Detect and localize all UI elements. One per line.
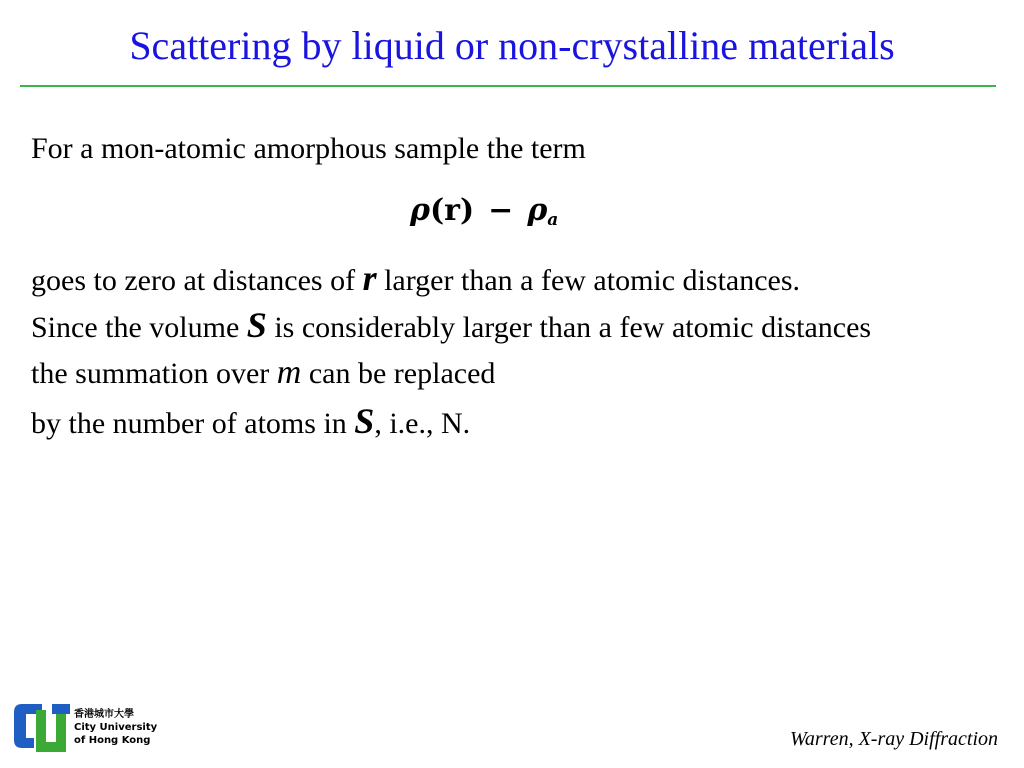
intro-text: For a mon-atomic amorphous sample the term <box>31 132 586 165</box>
logo-chinese: 香港城市大學 <box>74 709 134 720</box>
logo-line-2: of Hong Kong <box>74 735 151 746</box>
body-line-4 <box>31 401 471 441</box>
line1-after: larger than a few atomic distances. <box>376 264 801 297</box>
body-line-3 <box>31 356 495 391</box>
citation: Warren, X-ray Diffraction <box>790 728 998 750</box>
line3-after: can be replaced <box>301 357 496 390</box>
formula-r: r <box>444 193 460 228</box>
formula-rho-2: ρ <box>527 193 548 228</box>
line1-before: goes to zero at distances of <box>31 264 363 297</box>
title-divider <box>20 85 996 87</box>
logo-line-1: City University <box>74 722 158 733</box>
line2-before: Since the volume <box>31 311 247 344</box>
line4-before: by the number of atoms in <box>31 407 355 440</box>
logo-text <box>74 708 157 747</box>
line4-after: , i.e., N. <box>374 407 471 440</box>
symbol-r: r <box>362 258 377 298</box>
symbol-m: m <box>276 354 302 391</box>
formula-subscript-a: a <box>547 210 559 230</box>
body-line-2 <box>31 305 872 345</box>
formula-rho-r-minus-rho-a: $\rho(r) - \rho_a$ <box>410 193 559 230</box>
symbol-s-2: S <box>354 401 375 441</box>
line3-before: the summation over <box>31 357 277 390</box>
slide-title: Scattering by liquid or non-crystalline materials <box>129 23 895 68</box>
body-line-1 <box>31 258 801 298</box>
formula-minus: − <box>488 193 514 228</box>
symbol-s: S <box>246 305 267 345</box>
line2-after: is considerably larger than a few atomic distances <box>266 311 872 344</box>
formula-rho: ρ <box>410 193 430 228</box>
